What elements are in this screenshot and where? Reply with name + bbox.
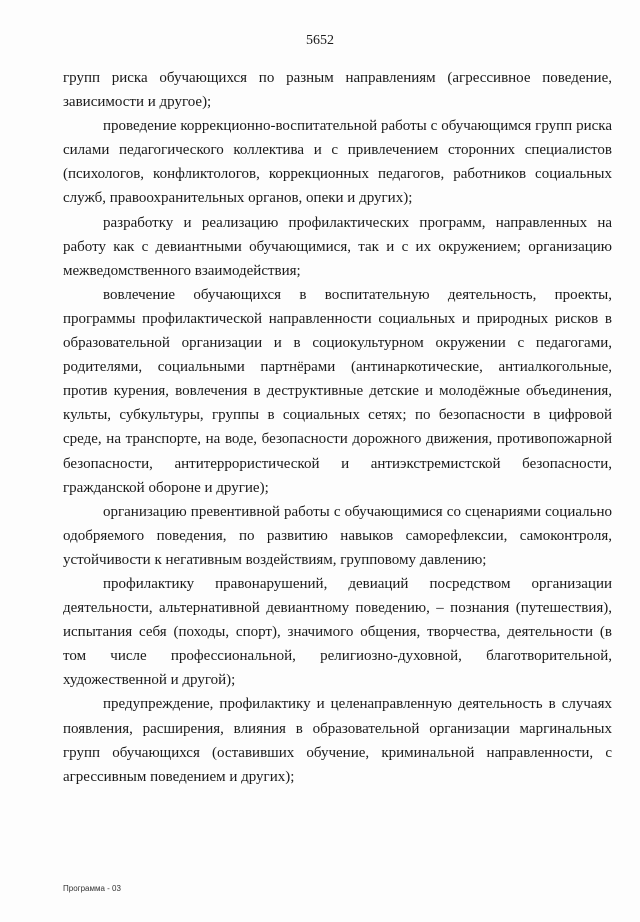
paragraph-student-involvement: вовлечение обучающихся в воспитательную деятельность, проекты, программы профилактической направленности социальных и природных рисков в образовательной организации и в социокультурном окружении с педагогами, родителями, социальными партнёрами (антинаркотические, антиалкогольные, против курения, вовлечения в деструктивные детские и молодёжные объединения, культы, субкультуры, группы в социальных сетях; по безопасности в цифровой среде, на транспорте, на воде, безопасности дорожного движения, противопожарной безопасности, антитеррористической и антиэкстремистской безопасности, гражданской обороне и другие); (63, 286, 612, 496)
paragraph-offense-prevention: профилактику правонарушений, девиаций посредством организации деятельности, альтернативной девиантному поведению, – познания (путешествия), испытания себя (походы, спорт), значимого общения, творчества, деятельности (в том числе профессиональной, религиозно-духовной, благотворительной, художественной и другой); (63, 575, 612, 689)
footer-label: Программа - 03 (63, 884, 121, 893)
document-body (63, 66, 612, 789)
paragraph-preventive-work: организацию превентивной работы с обучающимися со сценариями социально одобряемого поведения, по развитию навыков саморефлексии, самоконтроля, устойчивости к негативным воздействиям, групповому давлению; (63, 503, 612, 568)
page-number: 5652 (306, 33, 334, 48)
paragraph-risk-groups: групп риска обучающихся по разным направлениям (агрессивное поведение, зависимости и другое); (63, 70, 612, 111)
paragraph-prevention-programs: разработку и реализацию профилактических программ, направленных на работу как с девиантными обучающимися, так и с их окружением; организацию межведомственного взаимодействия; (63, 214, 612, 279)
paragraph-marginal-groups: предупреждение, профилактику и целенаправленную деятельность в случаях появления, расширения, влияния в образовательной организации маргинальных групп обучающихся (оставивших обучение, криминальной направленности, с агрессивным поведением и других); (63, 696, 612, 785)
paragraph-correction-work: проведение коррекционно-воспитательной работы с обучающимся групп риска силами педагогического коллектива и с привлечением сторонних специалистов (психологов, конфликтологов, коррекционных педагогов, работников социальных служб, правоохранительных органов, опеки и других); (63, 118, 612, 207)
